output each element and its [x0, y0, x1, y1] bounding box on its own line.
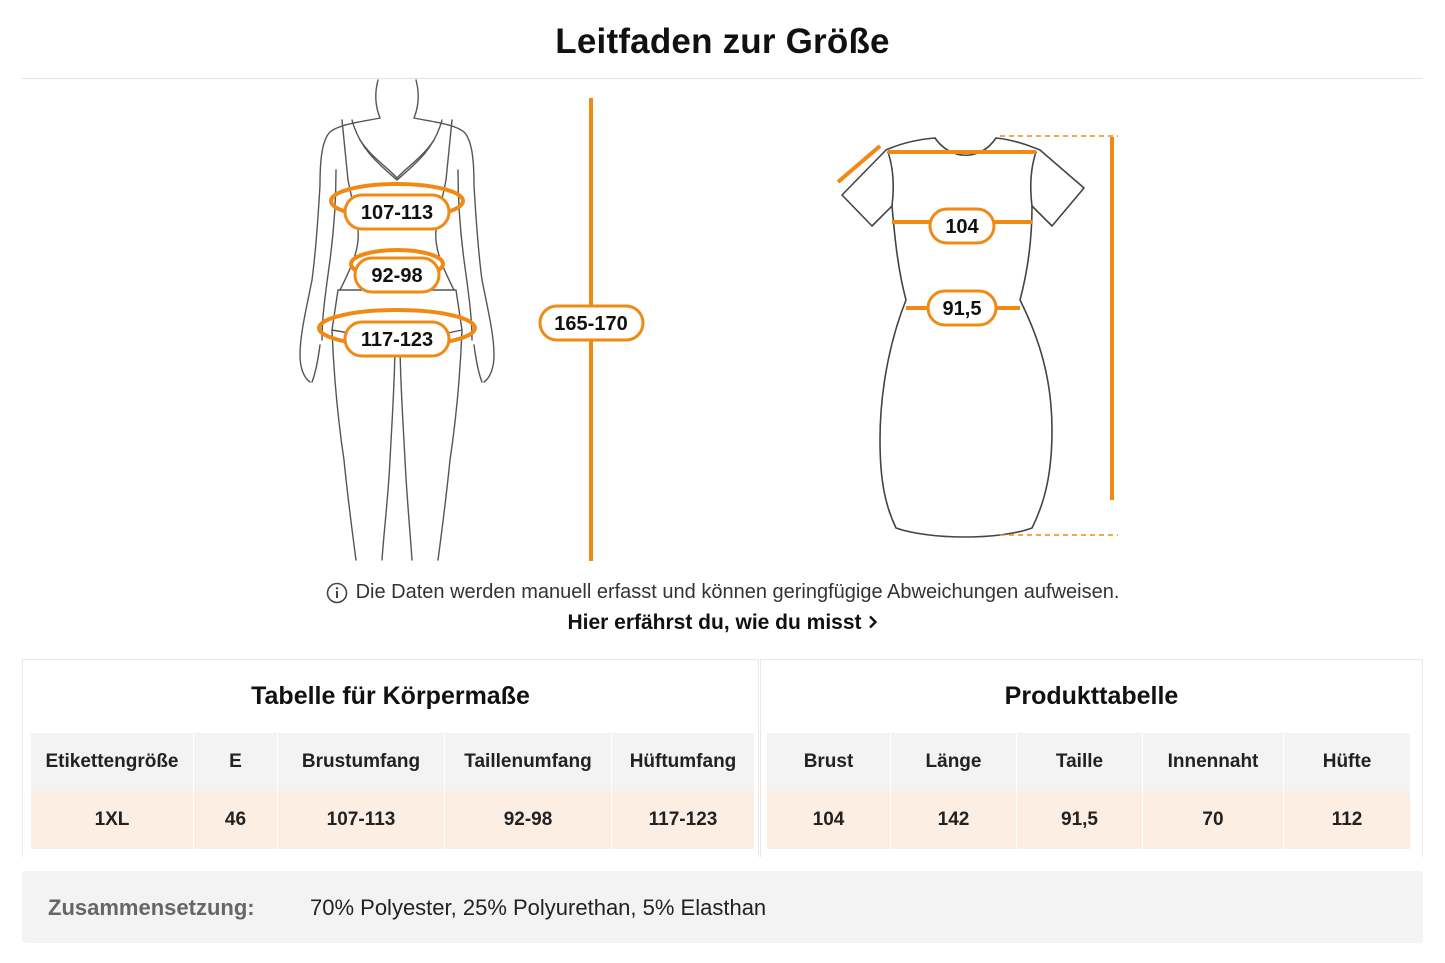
how-to-measure-label: Hier erfährst du, wie du misst [567, 611, 862, 634]
column-header: Innennaht [1143, 733, 1284, 791]
table-header-row [31, 733, 754, 791]
product-measurements-panel [760, 659, 1423, 857]
body-measurements-table [31, 733, 754, 849]
body-measurements-panel [22, 659, 759, 857]
dress-figure [842, 138, 1084, 537]
table-cell: 107-113 [278, 791, 445, 849]
svg-text:91,5: 91,5 [942, 298, 982, 320]
column-header: E [194, 733, 278, 791]
table-cell: 70 [1143, 791, 1284, 849]
notice-text: Die Daten werden manuell erfasst und können geringfügige Abweichungen aufweisen. [355, 581, 1120, 603]
svg-text:165-170: 165-170 [554, 313, 628, 335]
table-cell: 92-98 [445, 791, 612, 849]
composition-label: Zusammensetzung: [48, 895, 255, 920]
composition-box [22, 871, 1423, 943]
chevron-right-icon [868, 611, 878, 635]
dress-bust-label [930, 209, 994, 243]
column-header: Taillenumfang [445, 733, 612, 791]
table-cell: 112 [1284, 791, 1410, 849]
dress-length-guides [1000, 136, 1118, 535]
body-height-label [540, 306, 643, 340]
data-notice [0, 581, 1445, 604]
page-title: Leitfaden zur Größe [555, 22, 890, 61]
svg-text:104: 104 [945, 216, 979, 238]
column-header: Hüftumfang [612, 733, 754, 791]
how-to-measure-link[interactable] [0, 611, 1445, 635]
body-waist-label [355, 258, 439, 292]
column-header: Hüfte [1284, 733, 1410, 791]
svg-text:117-123: 117-123 [360, 329, 434, 351]
product-table-title: Produkttabelle [1004, 682, 1179, 710]
table-row [767, 791, 1410, 849]
table-cell: 142 [891, 791, 1017, 849]
column-header: Brustumfang [278, 733, 445, 791]
column-header: Länge [891, 733, 1017, 791]
info-icon [326, 582, 348, 604]
product-measurements-table [767, 733, 1410, 849]
body-table-title: Tabelle für Körpermaße [251, 682, 530, 710]
table-cell: 117-123 [612, 791, 754, 849]
dress-waist-label [928, 291, 996, 325]
table-cell: 1XL [31, 791, 194, 849]
column-header: Brust [767, 733, 891, 791]
svg-text:92-98: 92-98 [371, 265, 423, 287]
table-header-row [767, 733, 1410, 791]
table-row [31, 791, 754, 849]
table-cell: 104 [767, 791, 891, 849]
table-cell: 46 [194, 791, 278, 849]
svg-text:107-113: 107-113 [360, 202, 434, 224]
column-header: Etikettengröße [31, 733, 194, 791]
table-cell: 91,5 [1017, 791, 1143, 849]
column-header: Taille [1017, 733, 1143, 791]
body-bust-label [345, 195, 449, 229]
body-hip-label [345, 322, 449, 356]
composition-value: 70% Polyester, 25% Polyurethan, 5% Elasthan [310, 895, 767, 920]
